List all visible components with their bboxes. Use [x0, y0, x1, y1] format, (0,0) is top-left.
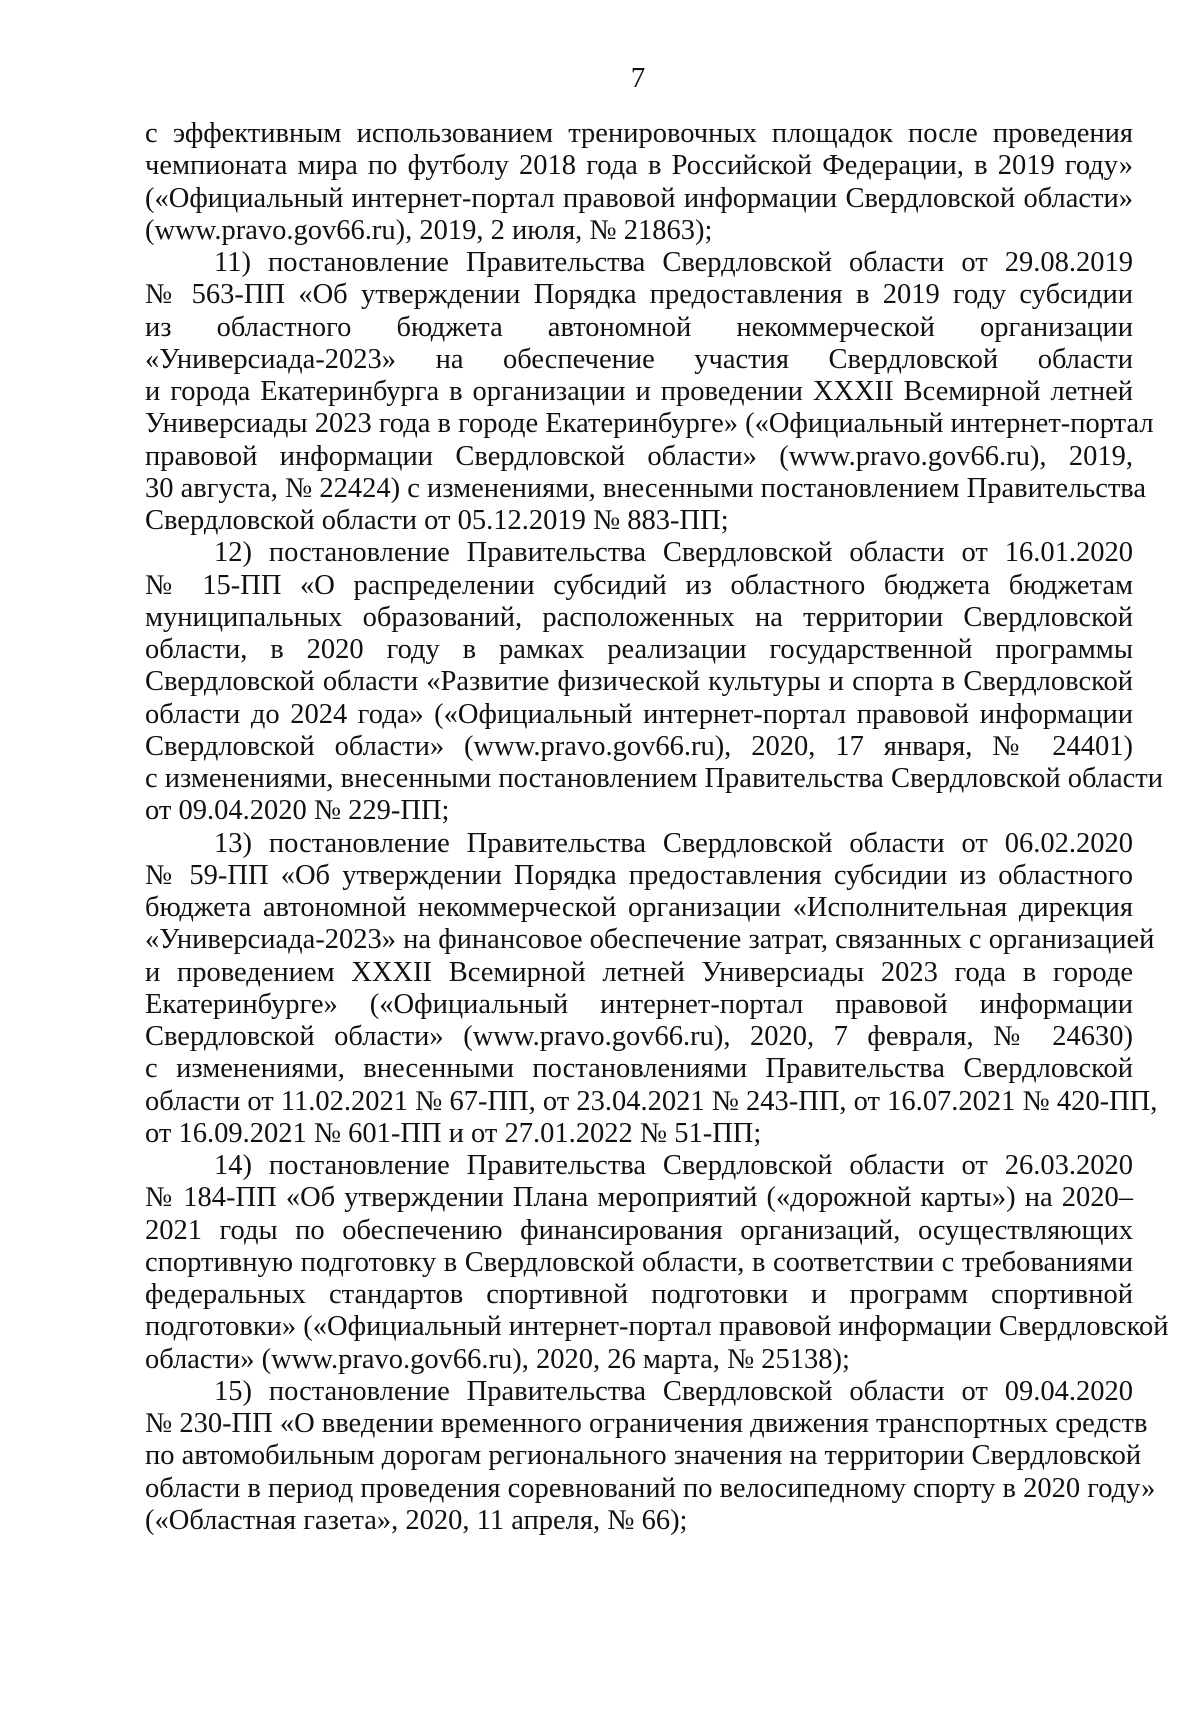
text-line: Свердловской области» (www.pravo.gov66.ru), 2020, 7 февраля, № 24630)	[145, 1021, 1133, 1052]
text-line: из областного бюджета автономной некоммерческой организации	[145, 311, 1133, 343]
text-line: № 563-ПП «Об утверждении Порядка предоставления в 2019 году субсидии	[145, 279, 1133, 311]
text-line: области» (www.pravo.gov66.ru), 2020, 26 марта, № 25138);	[145, 1343, 850, 1375]
text-line: «Универсиада-2023» на финансовое обеспечение затрат, связанных с организацией	[145, 924, 1155, 956]
text-line: бюджета автономной некоммерческой организации «Исполнительная дирекция	[145, 892, 1133, 923]
text-line: области до 2024 года» («Официальный интернет-портал правовой информации	[145, 698, 1133, 730]
text-line: Екатеринбурге» («Официальный интернет-портал правовой информации	[145, 988, 1133, 1020]
paragraph-p15	[145, 1375, 1156, 1537]
text-line: № 59-ПП «Об утверждении Порядка предоставления субсидии из областного	[145, 859, 1133, 891]
text-line: федеральных стандартов спортивной подготовки и программ спортивной	[145, 1279, 1133, 1310]
text-line: Свердловской области от 05.12.2019 № 883-ПП;	[145, 505, 729, 536]
text-line: спортивную подготовку в Свердловской области, в соответствии с требованиями	[145, 1246, 1133, 1278]
text-line: по автомобильным дорогам регионального значения на территории Свердловской	[145, 1440, 1142, 1472]
text-line: муниципальных образований, расположенных на территории Свердловской	[145, 601, 1133, 633]
text-line: с изменениями, внесенными постановлениями Правительства Свердловской	[145, 1053, 1133, 1085]
text-line: 2021 годы по обеспечению финансирования организаций, осуществляющих	[145, 1214, 1133, 1246]
text-line: 11) постановление Правительства Свердловской области от 29.08.2019	[214, 247, 1133, 278]
text-line: с изменениями, внесенными постановлением Правительства Свердловской области	[145, 763, 1163, 794]
text-line: области, в 2020 году в рамках реализации государственной программы	[145, 634, 1133, 665]
text-line: от 16.09.2021 № 601-ПП и от 27.01.2022 № 51-ПП;	[145, 1117, 762, 1149]
text-line: правовой информации Свердловской области» (www.pravo.gov66.ru), 2019,	[145, 440, 1133, 472]
text-line: области от 11.02.2021 № 67-ПП, от 23.04.2021 № 243-ПП, от 16.07.2021 № 420-ПП,	[145, 1085, 1158, 1117]
text-line: и города Екатеринбурга в организации и проведении XXXII Всемирной летней	[145, 376, 1133, 407]
text-line: № 15-ПП «О распределении субсидий из областного бюджета бюджетам	[145, 569, 1133, 601]
text-line: от 09.04.2020 № 229-ПП;	[145, 795, 450, 827]
text-line: 13) постановление Правительства Свердловской области от 06.02.2020	[214, 827, 1133, 859]
document-body	[145, 118, 1169, 1537]
paragraph-p14	[145, 1150, 1169, 1376]
text-line: Свердловской области «Развитие физической культуры и спорта в Свердловской	[145, 666, 1133, 698]
text-line: «Универсиада-2023» на обеспечение участия Свердловской области	[145, 343, 1133, 375]
text-line: № 184-ПП «Об утверждении Плана мероприятий («дорожной карты») на 2020–	[145, 1182, 1133, 1214]
text-line: области в период проведения соревнований по велосипедному спорту в 2020 году»	[145, 1472, 1156, 1504]
paragraph-p11	[145, 247, 1154, 537]
text-line: 12) постановление Правительства Свердловской области от 16.01.2020	[214, 537, 1133, 569]
text-line: Универсиады 2023 года в городе Екатеринбурге» («Официальный интернет-портал	[145, 408, 1154, 440]
text-line: № 230-ПП «О введении временного ограничения движения транспортных средств	[145, 1408, 1148, 1439]
text-line: чемпионата мира по футболу 2018 года в Российской Федерации, в 2019 году»	[145, 150, 1133, 182]
text-line: 15) постановление Правительства Свердловской области от 09.04.2020	[214, 1375, 1133, 1407]
text-line: с эффективным использованием тренировочных площадок после проведения	[145, 118, 1133, 149]
page-number: 7	[630, 62, 646, 94]
text-line: 30 августа, № 22424) с изменениями, внесенными постановлением Правительства	[145, 472, 1147, 504]
text-line: 14) постановление Правительства Свердловской области от 26.03.2020	[214, 1150, 1133, 1181]
text-line: («Областная газета», 2020, 11 апреля, № 66);	[145, 1504, 688, 1536]
text-line: (www.pravo.gov66.ru), 2019, 2 июля, № 21863);	[145, 214, 713, 246]
paragraph-p13	[145, 827, 1158, 1151]
text-line: («Официальный интернет-портал правовой информации Свердловской области»	[145, 182, 1133, 214]
text-line: Свердловской области» (www.pravo.gov66.ru), 2020, 17 января, № 24401)	[145, 730, 1133, 762]
paragraph-p10-tail	[145, 118, 1133, 247]
text-line: и проведением XXXII Всемирной летней Универсиады 2023 года в городе	[145, 956, 1133, 988]
text-line: подготовки» («Официальный интернет-портал правовой информации Свердловской	[145, 1311, 1169, 1343]
paragraph-p12	[145, 537, 1163, 827]
